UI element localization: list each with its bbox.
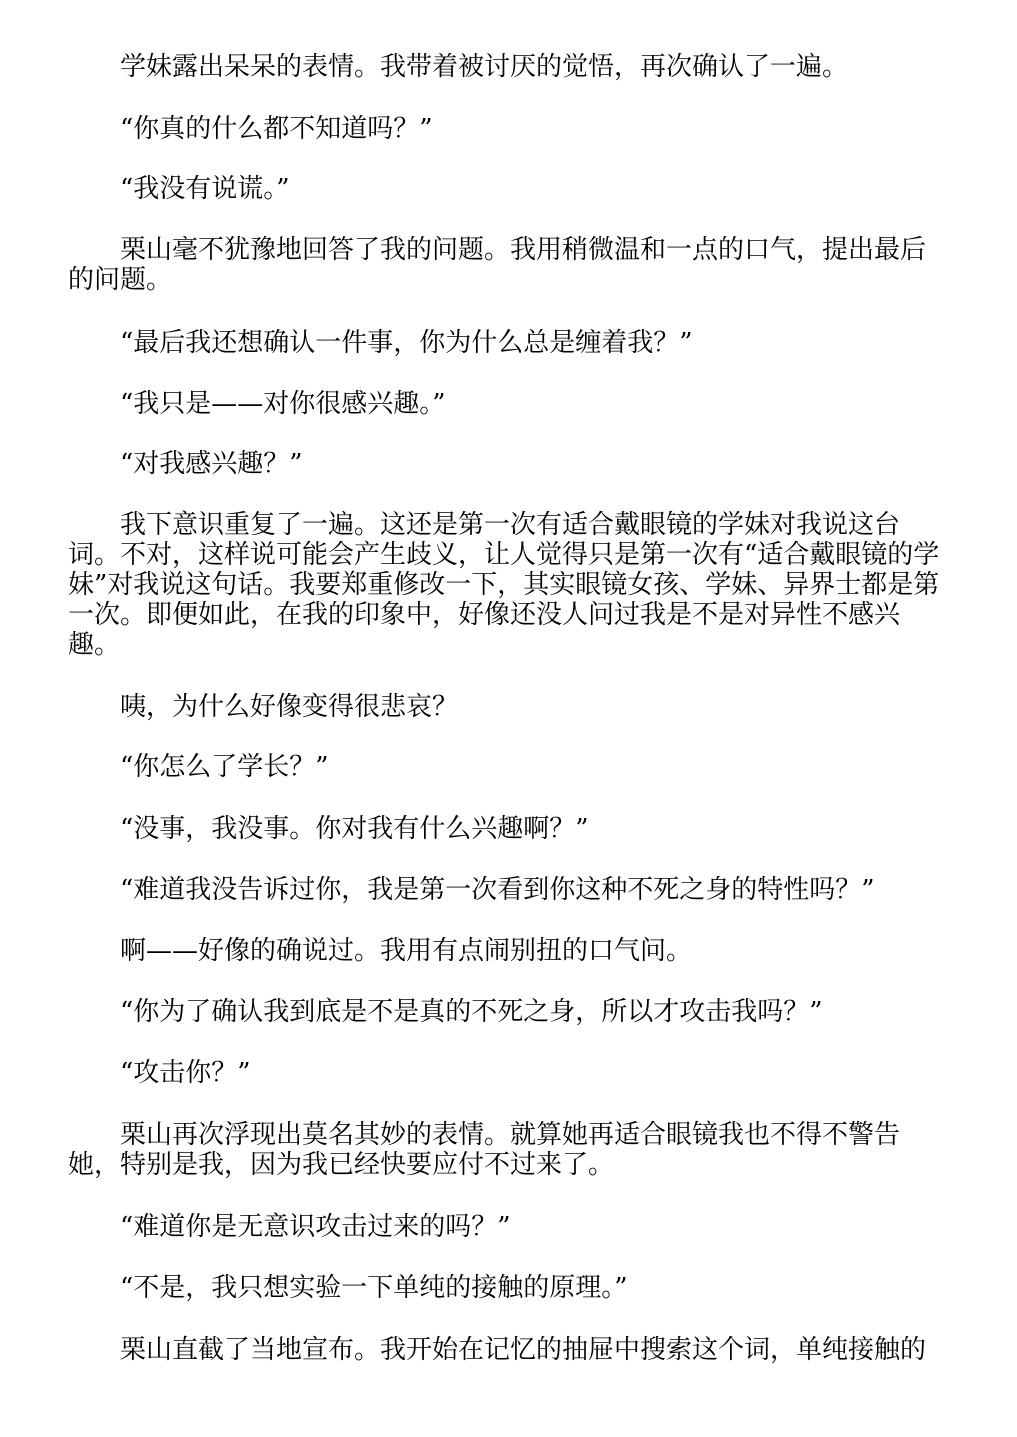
paragraph: “难道我没告诉过你，我是第一次看到你这种不死之身的特性吗？” [120, 875, 875, 905]
paragraph: “我没有说谎。” [120, 174, 290, 204]
paragraph: “我只是——对你很感兴趣。” [120, 389, 446, 419]
paragraph: “你怎么了学长？” [120, 752, 329, 782]
paragraph: “难道你是无意识攻击过来的吗？” [120, 1212, 511, 1242]
paragraph: 栗山直截了当地宣布。我开始在记忆的抽屉中搜索这个词，单纯接触的 [120, 1335, 927, 1365]
paragraph: 栗山再次浮现出莫名其妙的表情。就算她再适合眼镜我也不得不警告她，特别是我，因为我已经快要应付不过来了。 [68, 1120, 901, 1180]
paragraph: “你为了确认我到底是不是真的不死之身，所以才攻击我吗？” [120, 997, 823, 1027]
paragraph: 学妹露出呆呆的表情。我带着被讨厌的觉悟，再次确认了一遍。 [120, 52, 849, 82]
paragraph: “最后我还想确认一件事，你为什么总是缠着我？” [120, 328, 693, 358]
paragraph: 啊——好像的确说过。我用有点闹别扭的口气问。 [120, 936, 693, 966]
paragraph: “没事，我没事。你对我有什么兴趣啊？” [120, 814, 589, 844]
paragraph: “你真的什么都不知道吗？” [120, 114, 433, 144]
paragraph: 我下意识重复了一遍。这还是第一次有适合戴眼镜的学妹对我说这台词。不对，这样说可能会产生歧义，让人觉得只是第一次有“适合戴眼镜的学妹”对我说这句话。我要郑重修改一下，其实眼镜女孩、学妹、异界士都是第一次。即便如此，在我的印象中，好像还没人问过我是不是对异性不感兴趣。 [68, 510, 940, 660]
paragraph: “不是，我只想实验一下单纯的接触的原理。” [120, 1273, 628, 1303]
paragraph: “攻击你？” [120, 1058, 251, 1088]
paragraph: 咦，为什么好像变得很悲哀？ [120, 692, 459, 722]
paragraph: 栗山毫不犹豫地回答了我的问题。我用稍微温和一点的口气，提出最后的问题。 [68, 235, 927, 295]
paragraph: “对我感兴趣？” [120, 449, 303, 479]
